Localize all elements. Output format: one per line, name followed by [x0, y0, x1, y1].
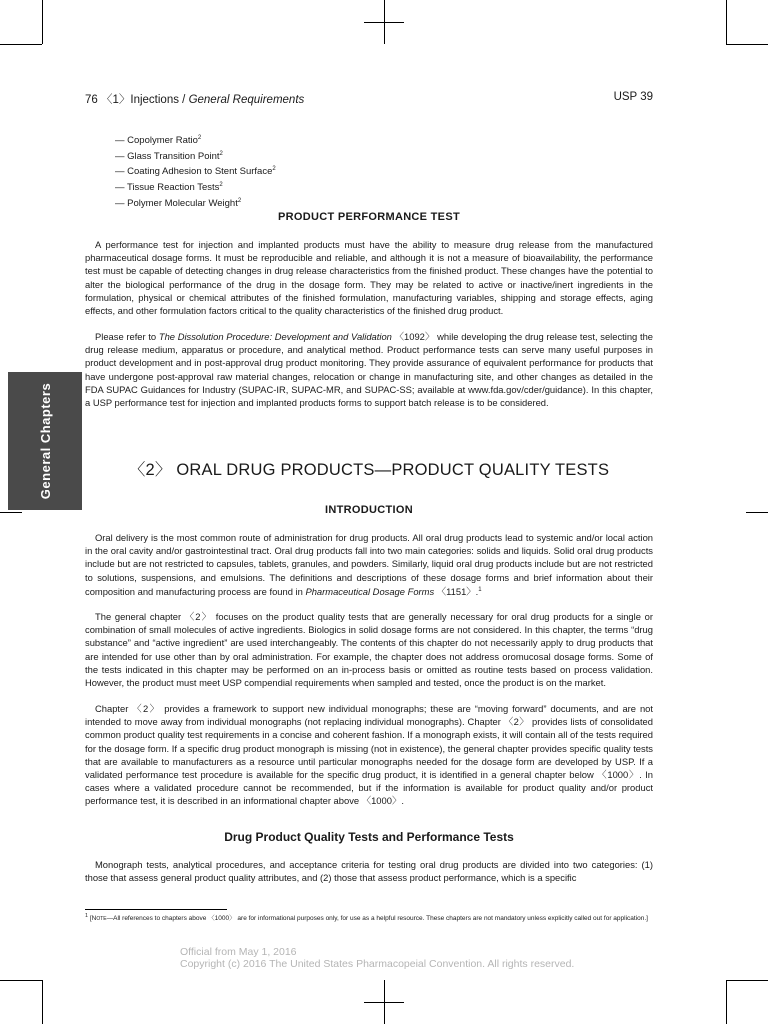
- paragraph: A performance test for injection and implanted products must have the ability to measure drug release from the manufactured pharmaceutical dosage forms. It must be reproducible and reliable, and although it is not a measure of bioavailability, the performance test must be capable of detecting changes in drug release characteristics from the finished product. These changes have the potential to alter the biological performance of the drug in the dosage form. They may be related to active or inactive/inert ingredients in the formulation, physical or chemical attributes of the finished formulation, manufacturing variables, shipping and storage effects, aging effects, and other formulation factors critical to the quality characteristics of the finished drug product.: [85, 239, 653, 317]
- running-head-left: [85, 91, 304, 107]
- crop-mark: [0, 44, 42, 45]
- crop-mark: [384, 980, 385, 1024]
- running-head-right: USP 39: [613, 91, 653, 103]
- subsection-heading: Drug Product Quality Tests and Performance Tests: [224, 830, 514, 844]
- side-tab: [8, 372, 82, 510]
- watermark-line: Copyright (c) 2016 The United States Pharmacopeial Convention. All rights reserved.: [180, 958, 575, 970]
- section-heading-performance: PRODUCT PERFORMANCE TEST: [278, 211, 460, 223]
- paragraph: The general chapter 〈2〉 focuses on the product quality tests that are generally necessary for oral drug products for a single or combination of small molecules of active ingredients. Biologics in solid dosage forms are not considered. In this chapter, the terms “drug substance” and “active ingredient” are used interchangeably. The contents of this chapter do not necessarily apply to drug products that are intended for use other than by oral administration. For example, the chapter does not address oromucosal dosage forms. Some of the tests indicated in this chapter may be performed on an in-process basis or omitted as routine tests based on process validation. However, the product must meet USP compendial requirements when sampled and tested, once the product is on the market.: [85, 611, 653, 689]
- crop-mark: [42, 0, 43, 44]
- footnote-ref: 1: [478, 586, 482, 593]
- list-item: [115, 163, 276, 179]
- footnote-text: —All references to chapters above 〈1000〉 are for informational purposes only, for use as a helpful resource. These chapters are not mandatory unless explicitly called out for application.]: [106, 915, 648, 923]
- footnote: [85, 911, 653, 924]
- footnote-ref: 2: [219, 150, 223, 157]
- crop-mark: [726, 0, 727, 44]
- running-head: [85, 91, 653, 107]
- list-item: [115, 148, 276, 164]
- paragraph-text: 〈1092〉 while developing the drug release test, selecting the drug release medium, apparatus or procedure, and analytical method. Product performance tests can serve many useful purposes in product development and in post-approval drug product monitoring. They provide assurance of equivalent performance for products that have undergone post-approval raw material changes, relocation or change in manufacturing site, and other changes as detailed in the FDA SUPAC Guidances for Industry (SUPAC-IR, SUPAC-MR, and SUPAC-SS; available at www.fda.gov/cder/guidance). In this chapter, a USP performance test for injection and implanted products forms to support batch release is to be considered.: [85, 331, 653, 409]
- footnote-divider: [85, 909, 227, 910]
- running-head-section: General Requirements: [188, 94, 305, 106]
- footnote-ref: 2: [219, 181, 223, 188]
- paragraph: Chapter 〈2〉 provides a framework to support new individual monographs; these are “moving forward” documents, and are not intended to move away from individual monographs (not replacing individual monographs). Chapter 〈2〉 provides lists of consolidated common product quality test requirements in a concise and coherent fashion. If a monograph exists, it will contain all of the tests required for the dosage form. If a specific drug product monograph is missing (not in existence), the general chapter provides specific quality tests that are available to manufacturers as a resource until particular monographs needed for the dosage form are developed by USP. If a validated performance test procedure is available for the specific drug product, it is identified in a general chapter below 〈1000〉. In cases where a validated procedure cannot be recommended, but if the information is available for product quality and/or product performance test, it is described in an informational chapter above 〈1000〉.: [85, 703, 653, 807]
- crop-mark: [726, 44, 768, 45]
- footnote-ref: 2: [272, 166, 276, 173]
- chapter-reference: Pharmaceutical Dosage Forms: [305, 585, 435, 597]
- footnote-note-label: Note: [91, 915, 107, 923]
- paragraph-text: Please refer to: [95, 331, 159, 342]
- list-item: [115, 195, 276, 211]
- section-heading-introduction: INTRODUCTION: [325, 504, 413, 516]
- side-tab-label: General Chapters: [37, 382, 53, 500]
- list-item: [115, 179, 276, 195]
- paragraph: [85, 531, 653, 598]
- footnote-ref: 2: [237, 197, 242, 204]
- crop-mark: [726, 980, 727, 1024]
- list-item-text: — Coating Adhesion to Stent Surface: [115, 166, 273, 178]
- footnote-ref: 2: [197, 135, 202, 141]
- chapter-title: 〈2〉 ORAL DRUG PRODUCTS—PRODUCT QUALITY TESTS: [128, 461, 610, 479]
- official-watermark: [180, 946, 574, 970]
- running-head-prefix: 76 〈1〉Injections /: [85, 94, 189, 106]
- list-item-text: — Tissue Reaction Tests: [115, 182, 220, 194]
- list-item-text: — Copolymer Ratio: [115, 135, 198, 147]
- crop-mark: [0, 980, 42, 981]
- crop-mark: [0, 512, 22, 513]
- list-item-text: — Glass Transition Point: [115, 150, 220, 162]
- watermark-line: Official from May 1, 2016: [180, 946, 297, 958]
- crop-mark: [726, 980, 768, 981]
- list-item: [115, 132, 276, 148]
- crop-mark: [746, 512, 768, 513]
- bullet-list: [115, 132, 276, 210]
- chapter-reference: The Dissolution Procedure: Development and Validation: [158, 331, 392, 342]
- paragraph: Monograph tests, analytical procedures, and acceptance criteria for testing oral drug products are divided into two categories: (1) those that assess general product quality attributes, and (2) those that assess product performance, which is a specific: [85, 859, 653, 884]
- footnote-number: 1: [85, 913, 89, 919]
- paragraph-text: 〈1151〉.: [434, 585, 479, 597]
- crop-mark: [42, 980, 43, 1024]
- crop-mark: [384, 0, 385, 44]
- paragraph-text: Oral delivery is the most common route of administration for drug products. All oral drug products lead to systemic and/or local action in the oral cavity and/or gastrointestinal tract. Oral drug products fall into two main categories: solids and liquids. Solid oral drug products include but are not restricted to capsules, tablets, granules, and powders. Similarly, liquid oral drug products include but are not restricted to solutions, suspensions, and emulsions. The definitions and descriptions of these dosage forms and brief information about their composition and manufacturing process are found in: [85, 532, 653, 597]
- paragraph: [85, 330, 653, 409]
- footnote-text: [: [88, 915, 92, 923]
- list-item-text: — Polymer Molecular Weight: [115, 197, 238, 209]
